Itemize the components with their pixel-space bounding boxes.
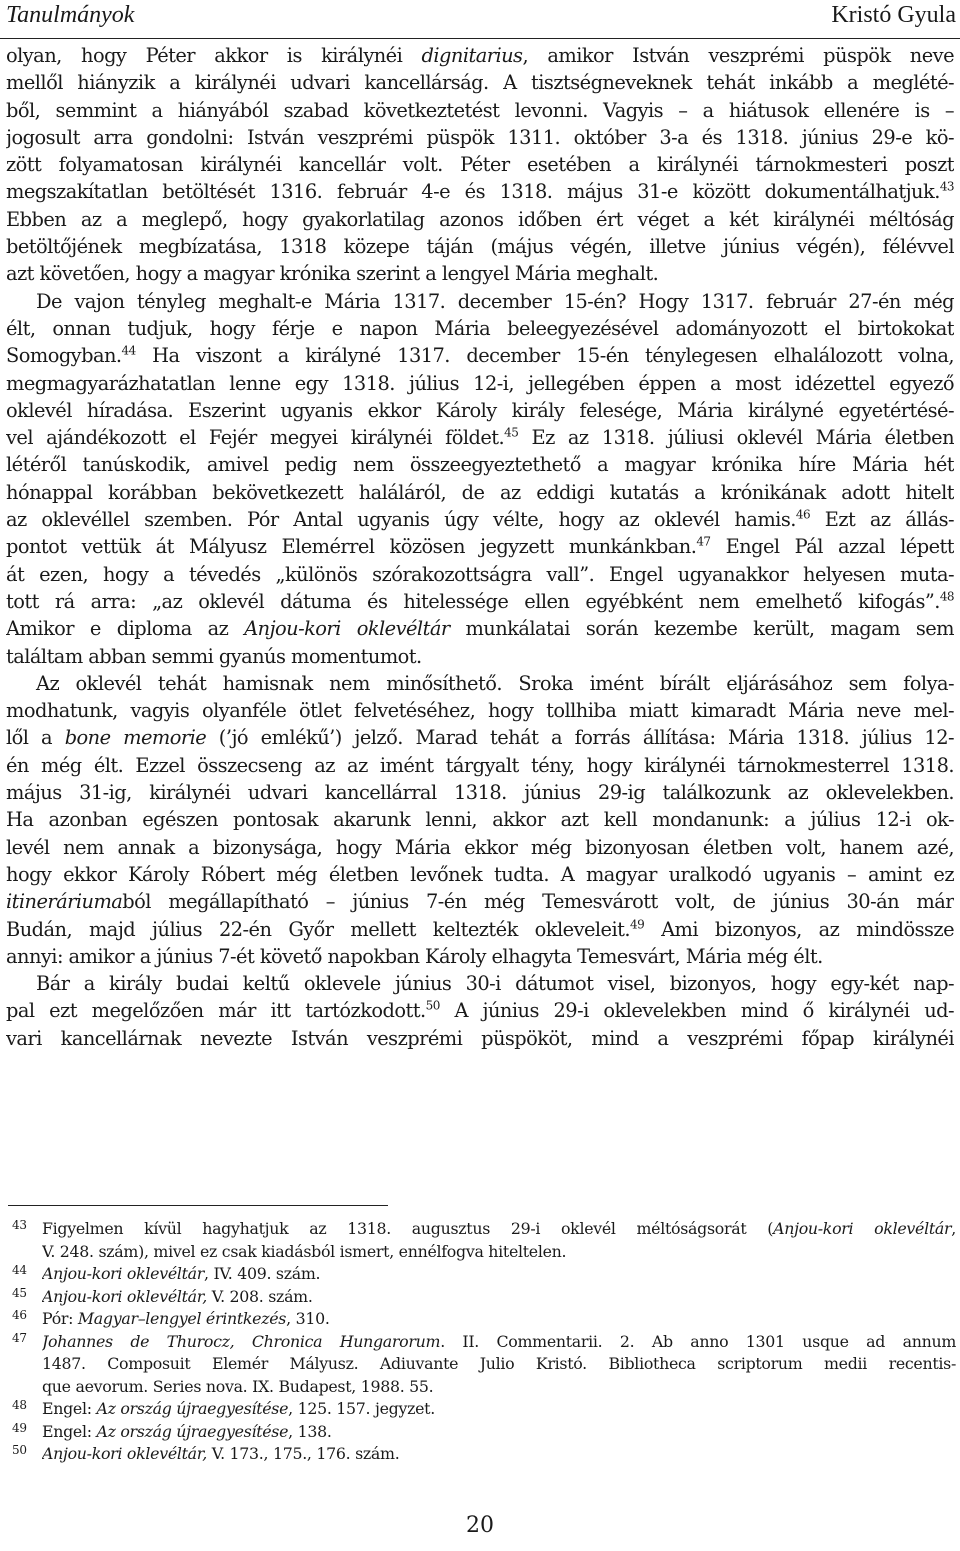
- text-line: [6, 806, 954, 833]
- text-run: megszakítatlan betöltését 1316. február 4-e és 1318. május 31-e között dokumentálhatjuk.: [6, 180, 940, 204]
- text-run: élt, onnan tudjuk, hogy férje e napon Mária beleegyezésével adományozott el birtokokat: [6, 316, 954, 340]
- text-run: hogy ekkor Károly Róbert még életben levőnek tudta. A magyar uralkodó ugyanis – amint ez: [6, 862, 954, 886]
- text-run: Bár a király budai keltű oklevele június 30-i dátumot visel, bizonyos, hogy egy-két nap-: [36, 972, 954, 996]
- footnote-line: [42, 1308, 956, 1331]
- text-line: [6, 370, 954, 397]
- text-run: , 310.: [286, 1309, 330, 1328]
- text-line: [6, 724, 954, 751]
- text-run: vari kancellárnak nevezte István veszprémi püspököt, mind a veszprémi főpap királynéi: [6, 1026, 954, 1050]
- text-run: Az oklevél tehát hamisnak nem minősíthető. Sroka imént bírált eljárásához sem folya-: [36, 671, 954, 695]
- italic-text: itineráriuma: [6, 890, 123, 914]
- text-run: betöltőjének megbízatása, 1318 közepe táján (május végén, illetve június végén), félévvel: [6, 235, 954, 259]
- italic-text: Anjou-kori oklevéltár: [42, 1264, 205, 1283]
- footnote: [12, 1331, 956, 1399]
- text-run: ból megállapítható – június 7-én még Temesvárott volt, de június 30-án már: [122, 890, 954, 914]
- text-line: [6, 861, 954, 888]
- footnote: [12, 1421, 956, 1444]
- text-run: mellől hiányzik a királynéi udvari kancellárság. A tisztségneveknek tehát inkább a meglété-: [6, 71, 954, 95]
- text-run: zött folyamatosan királynéi kancellár volt. Péter esetében a királynéi tárnokmesteri poszt: [6, 153, 954, 177]
- text-run: , 138.: [288, 1421, 332, 1441]
- text-run: jogosult arra gondolni: István veszprémi püspök 1311. október 3-a és 1318. június 29-e kö-: [6, 125, 954, 149]
- footnote-number: 49: [12, 1420, 27, 1435]
- text-run: levél nem annak a bizonysága, hogy Mária ekkor még bizonyosan életben volt, hanem azé,: [6, 835, 954, 859]
- footnote-line: [42, 1376, 956, 1399]
- text-run: megmagyarázhatatlan lenne egy 1318. július 12-i, jellegében éppen a most idézettel egyező: [6, 371, 954, 395]
- italic-text: Magyar–lengyel érintkezés: [77, 1309, 287, 1328]
- italic-text: Anjou-kori oklevéltár: [773, 1219, 952, 1238]
- text-line: [6, 588, 954, 615]
- footnote-line: [42, 1443, 956, 1466]
- text-run: munkálatai során kezembe került, magam sem: [449, 617, 954, 641]
- page-number: 20: [466, 1513, 494, 1538]
- footnote-ref: 43: [939, 180, 954, 195]
- footnote: [12, 1398, 956, 1421]
- footnote-line: [42, 1353, 956, 1376]
- text-line: [6, 752, 954, 779]
- text-run: Ezt az állás-: [810, 508, 954, 532]
- footnote-ref: 47: [696, 534, 711, 549]
- text-run: találtam abban semmi gyanús momentumot.: [6, 644, 422, 668]
- footnote-number: 46: [12, 1308, 27, 1322]
- footnote-ref: 46: [795, 507, 811, 522]
- footnote-ref: 49: [630, 917, 645, 932]
- text-line: [6, 533, 954, 560]
- section-title: Tanulmányok: [6, 2, 135, 28]
- text-line: [6, 561, 954, 588]
- footnote-line: [42, 1241, 956, 1264]
- text-line: [6, 233, 954, 260]
- text-run: olyan, hogy Péter akkor is királynéi: [6, 44, 422, 67]
- text-run: Pór:: [42, 1309, 78, 1328]
- text-line: [6, 206, 954, 233]
- text-line: [6, 888, 954, 915]
- text-line: [6, 260, 954, 287]
- footnote-number: 47: [12, 1330, 27, 1345]
- footnote-line: [42, 1286, 956, 1309]
- text-line: [6, 42, 954, 69]
- text-line: [6, 178, 954, 205]
- text-run: A június 29-i oklevelekben mind ő királynéi ud-: [439, 999, 954, 1023]
- text-line: [6, 288, 954, 315]
- text-run: modhatunk, vagyis olyanféle ötlet felvetéséhez, hogy tollhiba miatt kimaradt Mária neve mel-: [6, 699, 954, 723]
- text-line: [6, 997, 954, 1024]
- text-run: Amikor e diploma az: [6, 617, 245, 641]
- text-run: Ha viszont a királyné 1317. december 15-én ténylegesen elhalálozott volna,: [135, 344, 954, 368]
- text-run: Ebben az a meglepő, hogy gyakorlatilag azonos időben ért véget a két királynéi méltóság: [6, 207, 954, 231]
- footnote-line: [42, 1421, 956, 1444]
- footnote-number: 48: [12, 1398, 27, 1412]
- text-line: [6, 697, 954, 724]
- italic-text: Anjou-kori oklevéltár,: [42, 1444, 208, 1463]
- italic-text: Anjou-kori oklevéltár,: [42, 1286, 208, 1306]
- footnote-number: 50: [12, 1443, 27, 1457]
- text-run: , 125. 157. jegyzet.: [288, 1399, 435, 1418]
- text-run: május 31-ig, királynéi udvari kancellárral 1318. június 29-ig találkozunk az oklevelekben.: [6, 781, 954, 805]
- text-run: pal ezt megelőzően már itt tartózkodott.: [6, 999, 426, 1023]
- text-run: V. 208. szám.: [207, 1286, 313, 1306]
- text-line: [6, 315, 954, 342]
- text-line: [6, 479, 954, 506]
- text-run: azt követően, hogy a magyar krónika szerint a lengyel Mária meghalt.: [6, 262, 659, 286]
- text-line: [6, 779, 954, 806]
- text-run: V. 173., 175., 176. szám.: [207, 1444, 400, 1463]
- text-line: [6, 643, 954, 670]
- footnotes: [12, 1218, 956, 1466]
- italic-text: Az ország újraegyesítése: [96, 1421, 289, 1441]
- header-rule: [0, 38, 960, 39]
- text-line: [6, 69, 954, 96]
- text-line: [6, 1025, 954, 1052]
- text-line: [6, 342, 954, 369]
- text-line: [6, 916, 954, 943]
- author-name: Kristó Gyula: [831, 2, 956, 28]
- text-run: pontot vettük át Mályusz Elemérrel közösen jegyzett munkánkban.: [6, 535, 697, 559]
- text-run: tott rá arra: „az oklevél dátuma és hitelessége ellen egyébként nem emelhető kifogás”.: [6, 589, 940, 613]
- text-line: [6, 834, 954, 861]
- footnote-line: [42, 1331, 956, 1354]
- text-run: hónappal korábban bekövetkezett haláláról, de az eddigi kutatás a krónikának adott hitelt: [6, 480, 954, 504]
- footnote-line: [42, 1218, 956, 1241]
- text-line: [6, 615, 954, 642]
- text-run: (’jó emlékű’) jelző. Marad tehát a forrás állítása: Mária 1318. július 12-: [206, 726, 954, 750]
- text-line: [6, 970, 954, 997]
- text-run: 1487. Composuit Elemér Mályusz. Adiuvante Julio Kristó. Bibliotheca scriptorum medii recentis-: [42, 1354, 956, 1373]
- text-run: ből, semmint a hiányából szabad következtetést levonni. Vagyis – a hiátusok ellenére is –: [6, 98, 954, 122]
- text-run: V. 248. szám), mivel ez csak kiadásból ismert, ennélfogva hiteltelen.: [42, 1241, 567, 1261]
- text-run: , amikor István veszprémi püspök neve: [522, 44, 954, 67]
- text-line: [6, 943, 954, 970]
- text-run: oklevél híradása. Eszerint ugyanis ekkor Károly király felesége, Mária királyné egyetértésé-: [6, 398, 954, 422]
- text-line: [6, 124, 954, 151]
- body-text: [6, 42, 954, 1052]
- text-run: . II. Commentarii. 2. Ab anno 1301 usque ad annum: [440, 1331, 956, 1351]
- text-run: létéről tanúskodik, amivel pedig nem összeegyeztethető a magyar krónika híre Mária hét: [6, 453, 954, 477]
- text-run: Engel:: [42, 1399, 97, 1418]
- text-line: [6, 670, 954, 697]
- footnote-ref: 45: [504, 425, 519, 440]
- italic-text: Az ország újraegyesítése: [96, 1399, 289, 1418]
- footnote-number: 44: [12, 1263, 27, 1277]
- footnote-number: 43: [12, 1218, 27, 1232]
- text-run: Engel Pál azzal lépett: [710, 535, 954, 559]
- footnote: [12, 1286, 956, 1309]
- footnote: [12, 1308, 956, 1331]
- text-run: lől a: [6, 726, 65, 750]
- text-line: [6, 151, 954, 178]
- text-line: [6, 97, 954, 124]
- footnote-line: [42, 1398, 956, 1421]
- text-run: Engel:: [42, 1421, 97, 1441]
- text-run: que aevorum. Series nova. IX. Budapest, 1988. 55.: [42, 1376, 434, 1396]
- running-header: [0, 0, 960, 38]
- footnote: [12, 1443, 956, 1466]
- text-run: annyi: amikor a június 7-ét követő napokban Károly elhagyta Temesvárt, Mária még élt.: [6, 944, 823, 968]
- text-run: Ha azonban egészen pontosak akarunk lenni, akkor azt kell mondanunk: a július 12-i ok-: [6, 808, 954, 832]
- footnote-line: [42, 1263, 956, 1286]
- footnote-number: 45: [12, 1285, 27, 1300]
- italic-text: dignitarius: [421, 44, 523, 67]
- text-run: , IV. 409. szám.: [204, 1264, 321, 1283]
- footnote-separator: [8, 1205, 388, 1206]
- footnote-ref: 44: [121, 343, 136, 358]
- italic-text: Johannes de Thurocz, Chronica Hungarorum: [42, 1331, 441, 1351]
- text-run: Somogyban.: [6, 344, 122, 368]
- text-run: vel ajándékozott el Fejér megyei királynéi földet.: [6, 426, 505, 450]
- text-run: Ez az 1318. júliusi oklevél Mária életben: [518, 426, 954, 450]
- footnote: [12, 1218, 956, 1263]
- text-run: ,: [951, 1219, 956, 1238]
- footnote: [12, 1263, 956, 1286]
- text-run: Figyelmen kívül hagyhatjuk az 1318. augusztus 29-i oklevél méltóságsorát (: [42, 1219, 774, 1238]
- text-run: De vajon tényleg meghalt-e Mária 1317. december 15-én? Hogy 1317. február 27-én még: [36, 289, 954, 313]
- text-line: [6, 506, 954, 533]
- text-run: az oklevéllel szemben. Pór Antal ugyanis úgy vélte, hogy az oklevél hamis.: [6, 508, 796, 532]
- text-line: [6, 451, 954, 478]
- text-run: Ami bizonyos, az mindössze: [644, 917, 954, 941]
- text-run: Budán, majd július 22-én Győr mellett keltezték okleveleit.: [6, 917, 630, 941]
- footnote-ref: 48: [939, 589, 954, 604]
- footnote-ref: 50: [425, 998, 440, 1013]
- text-run: át ezen, hogy a tévedés „különös szórakozottságra vall”. Engel ugyanakkor helyesen muta-: [6, 562, 954, 586]
- text-run: én még élt. Ezzel összecseng az az imént tárgyalt tény, hogy királynéi tárnokmesterrel 1318.: [6, 753, 954, 777]
- text-line: [6, 397, 954, 424]
- italic-text: Anjou-kori oklevéltár: [244, 617, 450, 641]
- italic-text: bone memorie: [64, 726, 207, 750]
- text-line: [6, 424, 954, 451]
